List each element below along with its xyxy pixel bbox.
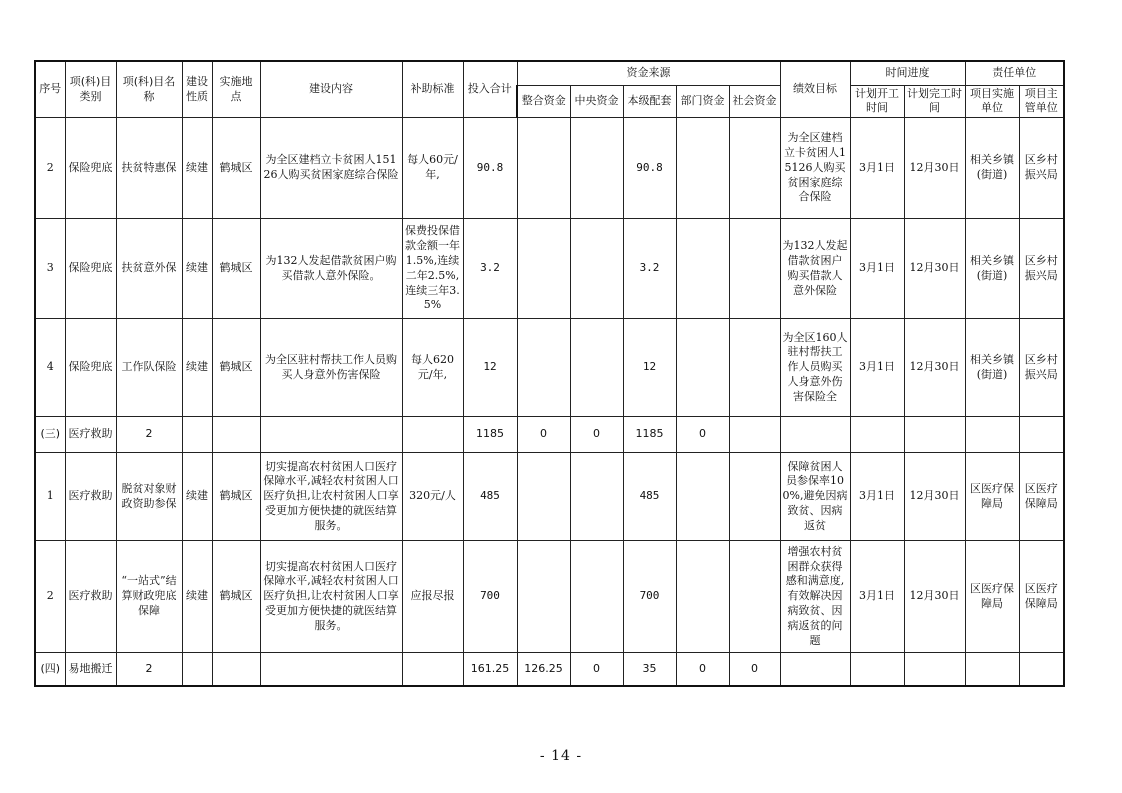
cell-total: 12 xyxy=(463,319,517,417)
cell-fund-social xyxy=(729,219,780,319)
cell-location: 鹤城区 xyxy=(212,453,260,541)
cell-start: 3月1日 xyxy=(850,453,904,541)
cell-content: 为132人发起借款贫困户购买借款人意外保险。 xyxy=(260,219,402,319)
col-header-fund-integrated: 整合资金 xyxy=(517,85,570,118)
cell-fund-local: 90.8 xyxy=(623,118,676,219)
cell-fund-local: 3.2 xyxy=(623,219,676,319)
cell-fund-central xyxy=(570,219,623,319)
cell-fund-central xyxy=(570,319,623,417)
cell-fund-integrated xyxy=(517,319,570,417)
section-fund-central: 0 xyxy=(570,417,623,453)
col-header-seq: 序号 xyxy=(35,61,65,118)
col-header-funding-group: 资金来源 xyxy=(517,61,780,85)
cell-perf: 为全区建档立卡贫困人15126人购买贫困家庭综合保险 xyxy=(780,118,850,219)
cell-content: 为全区驻村帮扶工作人员购买人身意外伤害保险 xyxy=(260,319,402,417)
cell-perf: 增强农村贫困群众获得感和满意度,有效解决因病致贫、因病返贫的问题 xyxy=(780,541,850,653)
cell-category: 保险兜底 xyxy=(65,319,116,417)
cell-total: 700 xyxy=(463,541,517,653)
col-header-subsidy: 补助标准 xyxy=(402,61,463,118)
col-header-impl-unit: 项目实施单位 xyxy=(965,85,1019,118)
col-header-fund-central: 中央资金 xyxy=(570,85,623,118)
table-row xyxy=(35,219,1064,319)
cell-fund-local: 700 xyxy=(623,541,676,653)
cell-fund-dept xyxy=(676,219,729,319)
cell-impl-unit: 相关乡镇(街道) xyxy=(965,319,1019,417)
section-total: 161.25 xyxy=(463,653,517,686)
cell-name: “一站式”结算财政兜底保障 xyxy=(116,541,182,653)
cell-seq: 4 xyxy=(35,319,65,417)
cell-fund-local: 12 xyxy=(623,319,676,417)
section-count: 2 xyxy=(116,653,182,686)
cell-subsidy: 320元/人 xyxy=(402,453,463,541)
section-title: 医疗救助 xyxy=(65,417,116,453)
cell-mgr-unit: 区医疗保障局 xyxy=(1019,541,1064,653)
section-row-medical xyxy=(35,417,1064,453)
cell-content: 切实提高农村贫困人口医疗保障水平,减轻农村贫困人口医疗负担,让农村贫困人口享受更加方便快捷的就医结算服务。 xyxy=(260,453,402,541)
cell-end: 12月30日 xyxy=(904,118,965,219)
section-fund-local: 1185 xyxy=(623,417,676,453)
cell-seq: 1 xyxy=(35,453,65,541)
col-header-fund-dept: 部门资金 xyxy=(676,85,729,118)
col-header-perf: 绩效目标 xyxy=(780,61,850,118)
cell-category: 医疗救助 xyxy=(65,453,116,541)
cell-end: 12月30日 xyxy=(904,219,965,319)
cell-fund-local: 485 xyxy=(623,453,676,541)
col-header-resp-group: 责任单位 xyxy=(965,61,1064,85)
cell-fund-dept xyxy=(676,118,729,219)
cell-mgr-unit: 区医疗保障局 xyxy=(1019,453,1064,541)
section-count: 2 xyxy=(116,417,182,453)
cell-impl-unit: 区医疗保障局 xyxy=(965,541,1019,653)
cell-nature: 续建 xyxy=(182,319,212,417)
cell-fund-social xyxy=(729,319,780,417)
section-seq: (三) xyxy=(35,417,65,453)
col-header-start: 计划开工时间 xyxy=(850,85,904,118)
table-row xyxy=(35,319,1064,417)
cell-start: 3月1日 xyxy=(850,219,904,319)
cell-subsidy: 应报尽报 xyxy=(402,541,463,653)
page-number: - 14 - xyxy=(539,748,583,764)
cell-end: 12月30日 xyxy=(904,319,965,417)
section-row-relocation xyxy=(35,653,1064,686)
table-row xyxy=(35,541,1064,653)
cell-start: 3月1日 xyxy=(850,118,904,219)
cell-total: 90.8 xyxy=(463,118,517,219)
col-header-location: 实施地点 xyxy=(212,61,260,118)
cell-impl-unit: 相关乡镇(街道) xyxy=(965,118,1019,219)
section-fund-dept: 0 xyxy=(676,653,729,686)
section-fund-integrated: 126.25 xyxy=(517,653,570,686)
table-row xyxy=(35,453,1064,541)
cell-name: 工作队保险 xyxy=(116,319,182,417)
cell-perf: 为全区160人驻村帮扶工作人员购买人身意外伤害保险全 xyxy=(780,319,850,417)
cell-category: 保险兜底 xyxy=(65,219,116,319)
col-header-mgr-unit: 项目主管单位 xyxy=(1019,85,1064,118)
cell-end: 12月30日 xyxy=(904,453,965,541)
col-header-total: 投入合计 xyxy=(463,61,517,118)
cell-location: 鹤城区 xyxy=(212,219,260,319)
cell-subsidy: 保费投保借款金额一年1.5%,连续二年2.5%,连续三年3.5% xyxy=(402,219,463,319)
cell-seq: 2 xyxy=(35,541,65,653)
project-table xyxy=(34,60,1065,687)
cell-category: 保险兜底 xyxy=(65,118,116,219)
cell-end: 12月30日 xyxy=(904,541,965,653)
col-header-schedule-group: 时间进度 xyxy=(850,61,965,85)
section-fund-local: 35 xyxy=(623,653,676,686)
cell-mgr-unit: 区乡村振兴局 xyxy=(1019,219,1064,319)
col-header-content: 建设内容 xyxy=(260,61,402,118)
col-header-name: 项(科)目名称 xyxy=(116,61,182,118)
cell-fund-social xyxy=(729,118,780,219)
section-total: 1185 xyxy=(463,417,517,453)
cell-subsidy: 每人60元/年, xyxy=(402,118,463,219)
cell-fund-central xyxy=(570,118,623,219)
col-header-category: 项(科)目类别 xyxy=(65,61,116,118)
cell-total: 485 xyxy=(463,453,517,541)
cell-fund-integrated xyxy=(517,219,570,319)
col-header-fund-local: 本级配套 xyxy=(623,85,676,118)
cell-seq: 2 xyxy=(35,118,65,219)
section-fund-central: 0 xyxy=(570,653,623,686)
cell-fund-integrated xyxy=(517,118,570,219)
cell-start: 3月1日 xyxy=(850,541,904,653)
cell-perf: 为132人发起借款贫困户购买借款人意外保险 xyxy=(780,219,850,319)
cell-mgr-unit: 区乡村振兴局 xyxy=(1019,118,1064,219)
section-seq: (四) xyxy=(35,653,65,686)
cell-name: 脱贫对象财政资助参保 xyxy=(116,453,182,541)
cell-nature: 续建 xyxy=(182,453,212,541)
col-header-end: 计划完工时间 xyxy=(904,85,965,118)
cell-subsidy: 每人620元/年, xyxy=(402,319,463,417)
section-fund-dept: 0 xyxy=(676,417,729,453)
cell-fund-dept xyxy=(676,319,729,417)
table-row xyxy=(35,118,1064,219)
cell-location: 鹤城区 xyxy=(212,541,260,653)
cell-location: 鹤城区 xyxy=(212,118,260,219)
cell-mgr-unit: 区乡村振兴局 xyxy=(1019,319,1064,417)
cell-seq: 3 xyxy=(35,219,65,319)
cell-content: 为全区建档立卡贫困人15126人购买贫困家庭综合保险 xyxy=(260,118,402,219)
cell-perf: 保障贫困人员参保率100%,避免因病致贫、因病返贫 xyxy=(780,453,850,541)
cell-content: 切实提高农村贫困人口医疗保障水平,减轻农村贫困人口医疗负担,让农村贫困人口享受更加方便快捷的就医结算服务。 xyxy=(260,541,402,653)
cell-nature: 续建 xyxy=(182,219,212,319)
cell-nature: 续建 xyxy=(182,118,212,219)
cell-name: 扶贫意外保 xyxy=(116,219,182,319)
section-title: 易地搬迁 xyxy=(65,653,116,686)
cell-category: 医疗救助 xyxy=(65,541,116,653)
cell-name: 扶贫特惠保 xyxy=(116,118,182,219)
cell-impl-unit: 相关乡镇(街道) xyxy=(965,219,1019,319)
section-fund-integrated: 0 xyxy=(517,417,570,453)
cell-start: 3月1日 xyxy=(850,319,904,417)
cell-total: 3.2 xyxy=(463,219,517,319)
cell-nature: 续建 xyxy=(182,541,212,653)
col-header-fund-social: 社会资金 xyxy=(729,85,780,118)
section-fund-social: 0 xyxy=(729,653,780,686)
cell-location: 鹤城区 xyxy=(212,319,260,417)
col-header-nature: 建设性质 xyxy=(182,61,212,118)
cell-impl-unit: 区医疗保障局 xyxy=(965,453,1019,541)
